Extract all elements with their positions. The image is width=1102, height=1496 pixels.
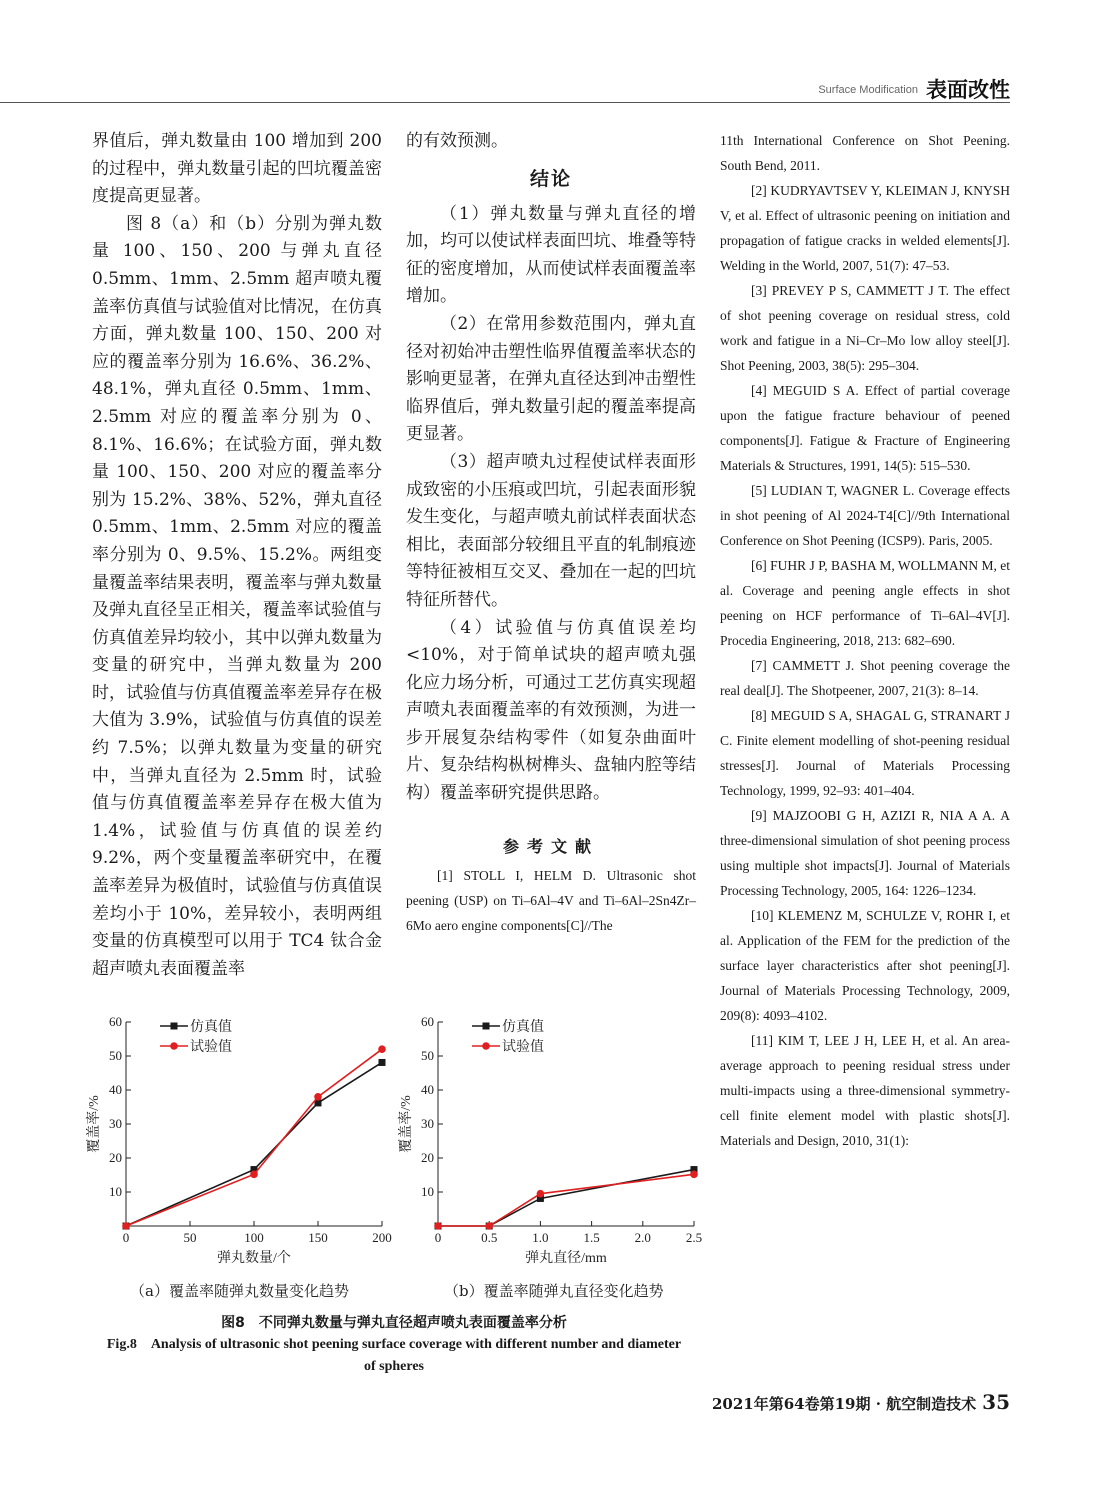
paragraph: 界值后，弹丸数量由 100 增加到 200 的过程中，弹丸数量引起的凹坑覆盖密度提高更显著。 <box>92 131 382 207</box>
y-axis-label: 覆盖率/% <box>399 1095 414 1153</box>
column-right <box>720 128 1010 1153</box>
page-number: 35 <box>982 1390 1010 1414</box>
data-point <box>485 1222 493 1230</box>
reference-item: [9] MAJZOOBI G H, AZIZI R, NIA A A. A three-dimensional simulation of shot peening process using multiple shot impacts[J]. Journal of Materials Processing Technology, 2005, 164: 1226–1234. <box>720 808 1010 898</box>
y-axis-label: 覆盖率/% <box>87 1095 102 1153</box>
header-english: Surface Modification <box>818 84 918 96</box>
conclusion-item: （4）试验值与仿真值误差均<10%，对于简单试块的超声喷丸强化应力场分析，可通过工艺仿真实现超声喷丸表面覆盖率的有效预测，为进一步开展复杂结构零件（如复杂曲面叶片、复杂结构枞树榫头、盘轴内腔等结构）覆盖率研究提供思路。 <box>406 617 696 804</box>
conclusion-item: （3）超声喷丸过程使试样表面形成致密的小压痕或凹坑，引起表面形貌发生变化，与超声喷丸前试样表面状态相比，表面部分较细且平直的轧制痕迹等特征被相互交叉、叠加在一起的凹坑特征所替代。 <box>406 451 696 610</box>
figure-caption-english: Fig.8 Analysis of ultrasonic shot peening surface coverage with different number and diameter of spheres <box>106 1337 682 1374</box>
y-tick-label: 40 <box>109 1082 122 1097</box>
data-point <box>314 1093 322 1101</box>
legend-label: 仿真值 <box>502 1020 544 1035</box>
data-point <box>434 1222 442 1230</box>
y-tick-label: 30 <box>109 1116 122 1131</box>
x-tick-label: 0 <box>434 1230 442 1245</box>
y-tick-label: 60 <box>421 1014 434 1029</box>
reference-item: [5] LUDIAN T, WAGNER L. Coverage effects in shot peening of Al 2024-T4[C]//9th International Conference on Shot Peening (ICSP9). Paris, 2005. <box>720 483 1010 548</box>
series-line <box>126 1062 382 1226</box>
data-point <box>122 1222 130 1230</box>
x-tick-label: 1.0 <box>532 1230 549 1245</box>
legend-marker <box>171 1023 178 1030</box>
section-title-conclusion: 结论 <box>529 167 572 190</box>
chart-coverage-vs-number <box>84 1008 394 1268</box>
running-header <box>0 70 1102 104</box>
subfigure-caption-b: （b）覆盖率随弹丸直径变化趋势 <box>444 1282 664 1300</box>
legend-label: 仿真值 <box>190 1020 232 1035</box>
reference-item: [11] KIM T, LEE J H, LEE H, et al. An area-average approach to peening residual stress under multi-impacts using a three-dimensional symmetry-cell finite element model with plastic shots[J]. Materials and Design, 2010, 31(1): <box>720 1033 1010 1148</box>
reference-item: [8] MEGUID S A, SHAGAL G, STRANART J C. Finite element modelling of shot-peening residual stresses[J]. Journal of Materials Processing Technology, 1999, 92–93: 401–404. <box>720 708 1010 798</box>
header-chinese: 表面改性 <box>926 77 1010 102</box>
legend-marker <box>483 1023 490 1030</box>
series-line <box>438 1170 694 1226</box>
x-tick-label: 50 <box>183 1230 197 1245</box>
column-middle <box>406 128 696 938</box>
chart-coverage-vs-diameter <box>396 1008 706 1268</box>
data-point <box>379 1059 386 1066</box>
column-left <box>92 128 382 983</box>
x-tick-label: 0 <box>122 1230 130 1245</box>
y-tick-label: 50 <box>421 1048 434 1063</box>
reference-item: [10] KLEMENZ M, SCHULZE V, ROHR I, et al. Application of the FEM for the prediction of the surface layer characteristics after shot peening[J]. Journal of Materials Processing Technology, 2009, 209(8): 4093–4102. <box>720 908 1010 1023</box>
x-tick-label: 1.5 <box>583 1230 600 1245</box>
legend-label: 试验值 <box>190 1040 232 1055</box>
paragraph: 的有效预测。 <box>406 131 508 151</box>
x-tick-label: 2.5 <box>685 1230 703 1245</box>
legend-marker <box>170 1042 178 1050</box>
reference-item: [2] KUDRYAVTSEV Y, KLEIMAN J, KNYSH V, et al. Effect of ultrasonic peening on initiation and propagation of fatigue cracks in welded elements[J]. Welding in the World, 2007, 51(7): 47–53. <box>720 183 1010 273</box>
page-footer <box>712 1390 1010 1414</box>
x-tick-label: 2.0 <box>634 1230 651 1245</box>
y-tick-label: 20 <box>421 1150 434 1165</box>
x-tick-label: 100 <box>244 1230 264 1245</box>
y-tick-label: 10 <box>421 1184 434 1199</box>
legend-label: 试验值 <box>502 1040 544 1055</box>
subfigure-caption-a: （a）覆盖率随弹丸数量变化趋势 <box>130 1282 349 1300</box>
reference-continuation: 11th International Conference on Shot Peening. South Bend, 2011. <box>720 133 1010 173</box>
y-tick-label: 30 <box>421 1116 434 1131</box>
header-rule <box>0 102 1010 103</box>
reference-item: [1] STOLL I, HELM D. Ultrasonic shot peening (USP) on Ti–6Al–4V and Ti–6Al–2Sn4Zr–6Mo aero engine components[C]//The <box>406 867 696 933</box>
y-tick-label: 20 <box>109 1150 122 1165</box>
y-tick-label: 50 <box>109 1048 122 1063</box>
data-point <box>690 1171 698 1179</box>
conclusion-item: （2）在常用参数范围内，弹丸直径对初始冲击塑性临界值覆盖率状态的影响更显著，在弹丸直径达到冲击塑性临界值后，弹丸数量引起的覆盖率提高更显著。 <box>406 313 696 445</box>
data-point <box>537 1190 545 1198</box>
y-tick-label: 40 <box>421 1082 434 1097</box>
journal-issue: 2021年第64卷第19期 · 航空制造技术 <box>711 1395 977 1413</box>
conclusion-item: （1）弹丸数量与弹丸直径的增加，均可以使试样表面凹坑、堆叠等特征的密度增加，从而使试样表面覆盖率增加。 <box>406 203 696 307</box>
x-tick-label: 0.5 <box>481 1230 498 1245</box>
reference-item: [6] FUHR J P, BASHA M, WOLLMANN M, et al. Coverage and peening angle effects in shot peening on HCF performance of Ti–6Al–4V[J]. Procedia Engineering, 2018, 213: 682–690. <box>720 558 1010 648</box>
series-line <box>438 1174 694 1226</box>
references-title: 参考文献 <box>502 836 599 856</box>
data-point <box>250 1171 258 1179</box>
x-tick-label: 150 <box>308 1230 328 1245</box>
x-tick-label: 200 <box>372 1230 392 1245</box>
figure-caption-chinese: 图8 不同弹丸数量与弹丸直径超声喷丸表面覆盖率分析 <box>221 1315 567 1331</box>
reference-item: [7] CAMMETT J. Shot peening coverage the real deal[J]. The Shotpeener, 2007, 21(3): 8–14. <box>720 658 1010 698</box>
series-line <box>126 1049 382 1226</box>
y-tick-label: 10 <box>109 1184 122 1199</box>
data-point <box>378 1045 386 1053</box>
reference-item: [4] MEGUID S A. Effect of partial coverage upon the fatigue fracture behaviour of peened components[J]. Fatigue & Fracture of Engineering Materials & Structures, 1991, 14(5): 515–530. <box>720 383 1010 473</box>
x-axis-label: 弹丸直径/mm <box>525 1251 607 1266</box>
legend-marker <box>482 1042 490 1050</box>
y-tick-label: 60 <box>109 1014 122 1029</box>
x-axis-label: 弹丸数量/个 <box>217 1251 291 1266</box>
reference-item: [3] PREVEY P S, CAMMETT J T. The effect of shot peening coverage on residual stress, cold work and fatigue in a Ni–Cr–Mo low alloy steel[J]. Shot Peening, 2003, 38(5): 295–304. <box>720 283 1010 373</box>
paragraph: 图 8（a）和（b）分别为弹丸数量 100、150、200 与弹丸直径 0.5mm、1mm、2.5mm 超声喷丸覆盖率仿真值与试验值对比情况，在仿真方面，弹丸数量 100、150、200 对应的覆盖率分别为 16.6%、36.2%、48.1%，弹丸直径 0.5mm、1mm、2.5mm 对应的覆盖率分别为 0、8.1%、16.6%；在试验方面，弹丸数量 100、150、200 对应的覆盖率分别为 15.2%、38%、52%，弹丸直径 0.5mm、1mm、2.5mm 对应的覆盖率分别为 0、9.5%、15.2%。两组变量覆盖率结果表明，覆盖率与弹丸数量及弹丸直径呈正相关，覆盖率试验值与仿真值差异均较小，其中以弹丸数量为变量的研究中，当弹丸数量为 200 时，试验值与仿真值覆盖率差异存在极大值为 3.9%，试验值与仿真值的误差约 7.5%；以弹丸数量为变量的研究中，当弹丸直径为 2.5mm 时，试验值与仿真值覆盖率差异存在极大值为 1.4%，试验值与仿真值的误差约 9.2%，两个变量覆盖率研究中，在覆盖率差异为极值时，试验值与仿真值误差均小于 10%，差异较小，表明两组变量的仿真模型可以用于 TC4 钛合金超声喷丸表面覆盖率 <box>92 213 382 979</box>
